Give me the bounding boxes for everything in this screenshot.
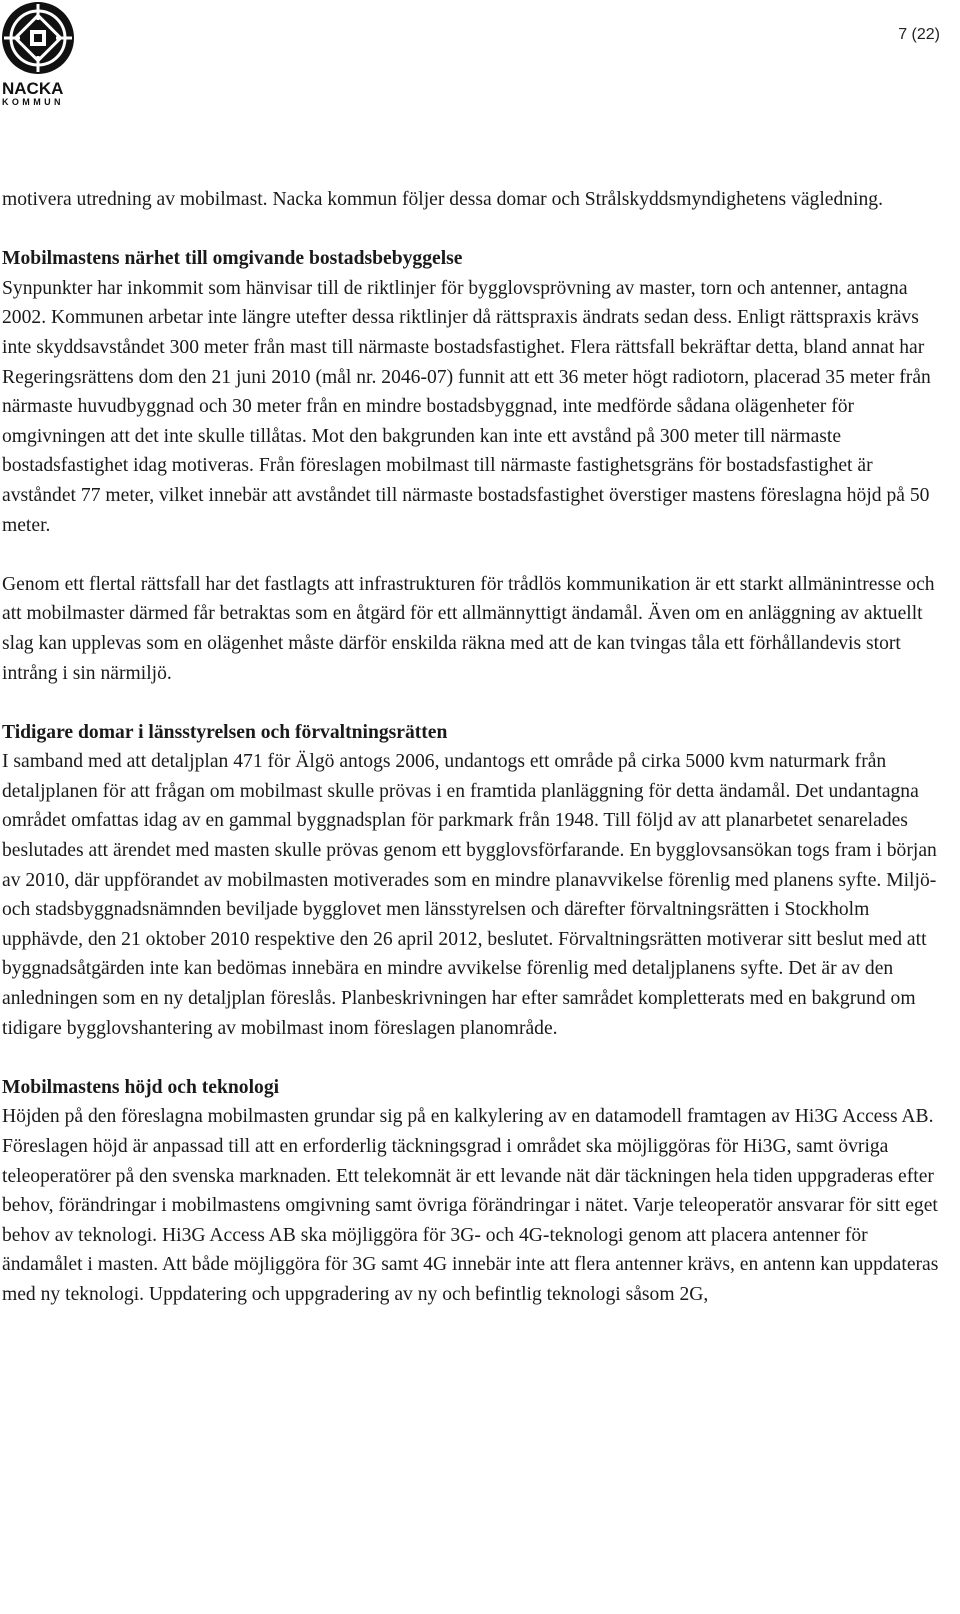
logo-wordmark: NACKA	[2, 79, 64, 98]
heading-height-technology: Mobilmastens höjd och teknologi	[2, 1076, 280, 1098]
heading-proximity: Mobilmastens närhet till omgivande bostadsbebyggelse	[2, 248, 463, 270]
paragraph-proximity: Synpunkter har inkommit som hänvisar till de riktlinjer för bygglovsprövning av master, torn och antenner, antagna 2002. Kommunen arbetar inte längre utefter dessa riktlinjer då rättspraxis ändrats sedan dess. Enligt rättspraxis krävs inte skyddsavståndet 300 meter från mast till närmaste bostadsfastighet. Flera rättsfall bekräftar detta, bland annat har Regeringsrättens dom den 21 juni 2010 (mål nr. 2046-07) funnit att ett 36 meter högt radiotorn, placerad 35 meter från närmaste huvudbyggnad och 30 meter från en mindre bostadsbyggnad, inte medförde sådana olägenheter för omgivningen att det inte skulle tillåtas. Mot den bakgrunden kan inte ett avstånd på 300 meter till närmaste bostadsfastighet idag motiveras. Från föreslagen mobilmast till närmaste fastighetsgräns för bostadsfastighet är avståndet 77 meter, vilket innebär att avståndet till närmaste bostadsfastighet överstiger mastens föreslagna höjd på 50 meter.	[2, 277, 931, 536]
paragraph-height-technology: Höjden på den föreslagna mobilmasten grundar sig på en kalkylering av en datamodell framtagen av Hi3G Access AB. Föreslagen höjd är anpassad till att en erforderlig täckningsgrad i området ska möjliggöras för Hi3G, samt övriga teleoperatörer på den svenska marknaden. Ett telekomnät är ett levande nät där täckningen hela tiden uppgraderas efter behov, förändringar i mobilmastens omgivning samt övriga förändringar i nätet. Varje teleoperatör ansvarar för sitt eget behov av teknologi. Hi3G Access AB ska möjliggöra för 3G- och 4G-teknologi genom att placera antenner för ändamålet i masten. Att både möjliggöra för 3G samt 4G innebär inte att flera antenner krävs, en antenn kan uppdateras med ny teknologi. Uppdatering och uppgradering av ny och befintlig teknologi såsom 2G,	[2, 1106, 939, 1305]
paragraph-intro: motivera utredning av mobilmast. Nacka kommun följer dessa domar och Strålskyddsmyndighetens vägledning.	[2, 189, 883, 210]
document-body	[2, 185, 946, 1339]
heading-previous-rulings: Tidigare domar i länsstyrelsen och förvaltningsrätten	[2, 721, 448, 743]
municipal-emblem-icon	[0, 0, 76, 76]
logo-subtitle: KOMMUN	[2, 97, 64, 107]
paragraph-public-interest: Genom ett flertal rättsfall har det fastlagts att infrastrukturen för trådlös kommunikation är ett starkt allmänintresse och att mobilmaster därmed får betraktas som en åtgärd för ett allmännyttigt ändamål. Även om en anläggning av aktuellt slag kan upplevas som en olägenhet måste därför enskilda räkna med att de kan tvingas tåla ett förhållandevis stort intrång i sin närmiljö.	[2, 573, 935, 684]
nacka-kommun-logo	[0, 0, 80, 112]
paragraph-previous-rulings: I samband med att detaljplan 471 för Älgö antogs 2006, undantogs ett område på cirka 5000 kvm naturmark från detaljplanen för att frågan om mobilmast skulle prövas i en framtida planläggning för detta ändamål. Det undantagna området omfattas idag av en gammal byggnadsplan för parkmark från 1948. Till följd av att planarbetet senarelades beslutades att ärendet med masten skulle prövas genom ett bygglovsförfarande. En bygglovsansökan togs fram i början av 2010, där uppförandet av mobilmasten motiverades som en mindre planavvikelse förenlig med planens syfte. Miljö- och stadsbyggnadsnämnden beviljade bygglovet men länsstyrelsen och därefter förvaltningsrätten i Stockholm upphävde, den 21 oktober 2010 respektive den 26 april 2012, beslutet. Förvaltningsrätten motiverar sitt beslut med att byggnadsåtgärden inte kan bedömas innebära en mindre avvikelse förenlig med detaljplanens syfte. Det är av den anledningen som en ny detaljplan föreslås. Planbeskrivningen har efter samrådet kompletterats med en bakgrund om tidigare bygglovshantering av mobilmast inom föreslagen planområde.	[2, 751, 937, 1039]
page-number: 7 (22)	[898, 26, 940, 43]
